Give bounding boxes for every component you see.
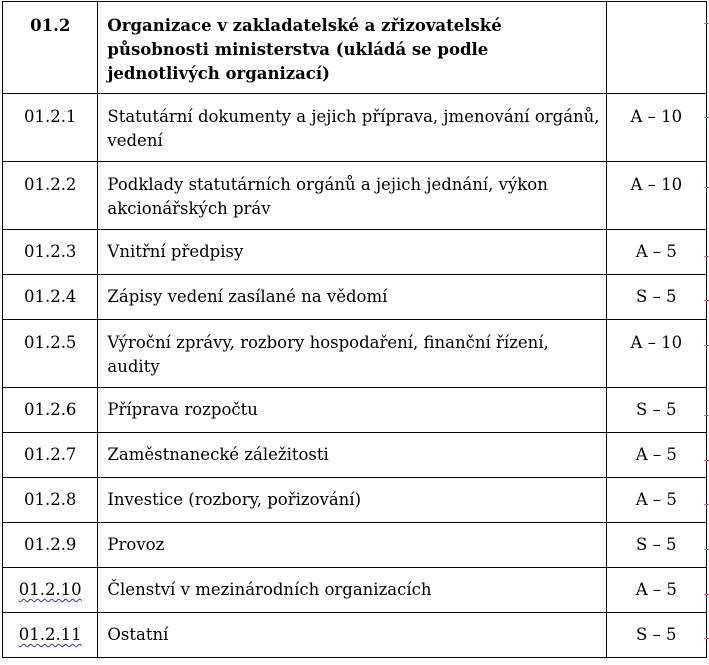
row-description: Ostatní <box>98 613 606 658</box>
row-description: Provoz <box>98 523 606 568</box>
row-description: Členství v mezinárodních organizacích <box>98 568 606 613</box>
table-row <box>3 613 707 658</box>
row-description: Výroční zprávy, rozbory hospodaření, finanční řízení, audity <box>98 320 606 388</box>
revision-mark <box>704 300 709 301</box>
revision-mark <box>704 345 709 346</box>
row-code: 01.2.3 <box>3 230 98 275</box>
row-description: Statutární dokumenty a jejich příprava, jmenování orgánů, vedení <box>98 94 606 162</box>
section-title: Organizace v zakladatelské a zřizovatelské působnosti ministerstva (ukládá se podle jednotlivých organizací) <box>98 2 606 94</box>
revision-mark <box>704 187 709 188</box>
row-code: 01.2.6 <box>3 388 98 433</box>
revision-mark <box>704 23 709 24</box>
row-code-cell <box>3 568 98 613</box>
row-retention: S – 5 <box>606 523 706 568</box>
table-row <box>3 568 707 613</box>
section-code: 01.2 <box>3 2 98 94</box>
row-code: 01.2.9 <box>3 523 98 568</box>
table-row <box>3 320 707 388</box>
row-retention: S – 5 <box>606 275 706 320</box>
section-header-row <box>3 2 707 94</box>
row-code-cell <box>3 613 98 658</box>
table-row <box>3 162 707 230</box>
row-retention: A – 10 <box>606 162 706 230</box>
row-code: 01.2.11 <box>18 625 82 644</box>
table-row <box>3 478 707 523</box>
revision-mark <box>704 460 709 461</box>
row-code: 01.2.4 <box>3 275 98 320</box>
row-retention: A – 10 <box>606 320 706 388</box>
table-row <box>3 388 707 433</box>
revision-mark <box>704 117 709 118</box>
table-row <box>3 275 707 320</box>
table-row <box>3 230 707 275</box>
row-description: Investice (rozbory, pořizování) <box>98 478 606 523</box>
revision-mark <box>704 504 709 505</box>
row-retention: S – 5 <box>606 388 706 433</box>
row-description: Vnitřní předpisy <box>98 230 606 275</box>
revision-mark <box>704 549 709 550</box>
section-value <box>606 2 706 94</box>
row-code: 01.2.5 <box>3 320 98 388</box>
row-description: Zápisy vedení zasílané na vědomí <box>98 275 606 320</box>
row-description: Příprava rozpočtu <box>98 388 606 433</box>
table-row <box>3 523 707 568</box>
row-retention: A – 5 <box>606 478 706 523</box>
revision-mark <box>704 256 709 257</box>
table-row <box>3 433 707 478</box>
table-row <box>3 94 707 162</box>
row-retention: A – 10 <box>606 94 706 162</box>
row-retention: A – 5 <box>606 433 706 478</box>
revision-mark <box>704 638 709 639</box>
row-code: 01.2.7 <box>3 433 98 478</box>
row-retention: A – 5 <box>606 230 706 275</box>
row-code: 01.2.8 <box>3 478 98 523</box>
revision-mark <box>704 415 709 416</box>
row-retention: A – 5 <box>606 568 706 613</box>
revision-mark <box>704 594 709 595</box>
row-description: Podklady statutárních orgánů a jejich jednání, výkon akcionářských práv <box>98 162 606 230</box>
retention-schedule-table <box>2 1 707 658</box>
row-code: 01.2.2 <box>3 162 98 230</box>
row-description: Zaměstnanecké záležitosti <box>98 433 606 478</box>
row-retention: S – 5 <box>606 613 706 658</box>
row-code: 01.2.1 <box>3 94 98 162</box>
row-code: 01.2.10 <box>18 580 82 599</box>
